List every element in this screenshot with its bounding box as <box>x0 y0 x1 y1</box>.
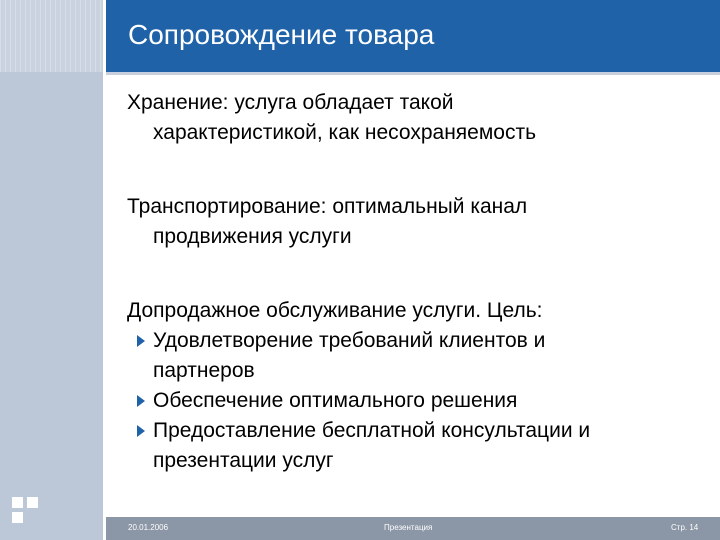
list-item <box>127 386 707 416</box>
list-item <box>127 416 707 476</box>
paragraph-heading: Допродажное обслуживание услуги. Цель: <box>127 299 543 322</box>
bullet-text-cont: презентации услуг <box>153 449 334 472</box>
bullet-text: Обеспечение оптимального решения <box>153 389 518 412</box>
paragraph-line: Транспортирование: оптимальный канал <box>127 195 528 218</box>
triangle-bullet-icon <box>137 395 145 407</box>
triangle-bullet-icon <box>137 335 145 347</box>
paragraph-line: продвижения услуги <box>153 225 352 248</box>
paragraph-line: Хранение: услуга обладает такой <box>127 91 454 114</box>
slide-header <box>106 0 720 72</box>
footer-center-label: Презентация <box>384 523 433 532</box>
bullet-text: Предоставление бесплатной консультации и <box>153 419 591 442</box>
vertical-divider <box>103 0 106 540</box>
slide-title: Сопровождение товара <box>128 19 435 50</box>
slide-content <box>127 88 707 476</box>
bullet-text: Удовлетворение требований клиентов и <box>153 329 546 352</box>
goal-list <box>127 326 707 476</box>
header-rule <box>106 72 720 75</box>
triangle-bullet-icon <box>137 425 145 437</box>
paragraph-storage <box>127 88 707 148</box>
footer-date: 20.01.2006 <box>128 523 169 532</box>
paragraph-transport <box>127 192 707 252</box>
bullet-text-cont: партнеров <box>153 359 255 382</box>
list-item <box>127 326 707 386</box>
left-band-pattern <box>0 0 103 72</box>
left-band <box>0 0 103 540</box>
paragraph-presale <box>127 296 707 326</box>
footer-page-number: Стр. 14 <box>671 523 699 532</box>
paragraph-line: характеристикой, как несохраняемость <box>153 121 537 144</box>
squares-logo-icon <box>12 497 42 527</box>
slide-footer <box>106 517 720 540</box>
